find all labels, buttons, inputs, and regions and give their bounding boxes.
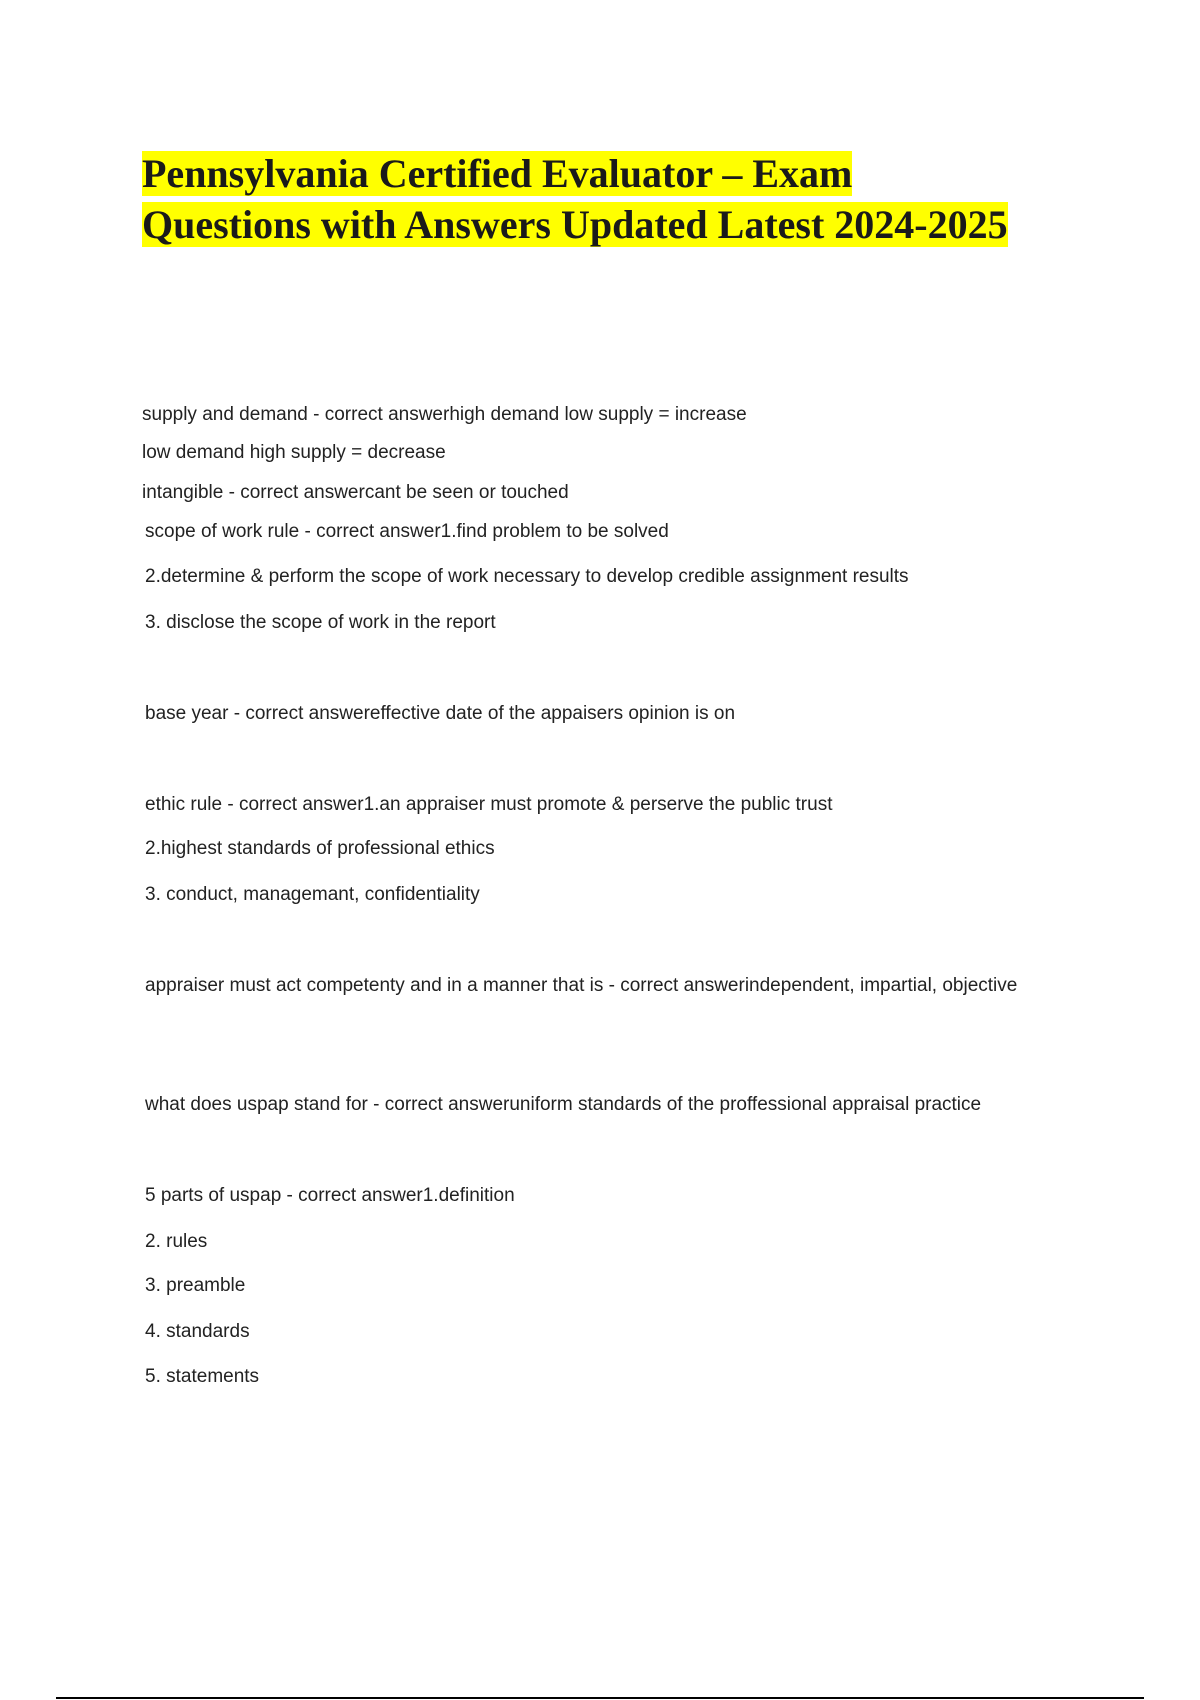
qa-line: ethic rule - correct answer1.an appraiser must promote & perserve the public trust	[145, 794, 833, 815]
qa-line: 3. preamble	[145, 1275, 246, 1296]
footer-rule	[56, 1697, 1144, 1699]
qa-line: 4. standards	[145, 1321, 250, 1342]
qa-line: 2.determine & perform the scope of work necessary to develop credible assignment results	[145, 566, 909, 587]
title-line-2: Questions with Answers Updated Latest 2024-2025	[142, 202, 1008, 247]
qa-line: scope of work rule - correct answer1.find problem to be solved	[145, 521, 669, 542]
qa-line: 3. disclose the scope of work in the report	[145, 612, 496, 633]
qa-line: 5 parts of uspap - correct answer1.definition	[145, 1185, 515, 1206]
qa-line: low demand high supply = decrease	[142, 442, 446, 463]
qa-line: 2. rules	[145, 1231, 208, 1252]
document-title	[142, 148, 1122, 250]
qa-line: what does uspap stand for - correct answeruniform standards of the proffessional appraisal practice	[145, 1094, 982, 1115]
title-line-1: Pennsylvania Certified Evaluator – Exam	[142, 151, 853, 196]
qa-line: appraiser must act competenty and in a manner that is - correct answerindependent, impartial, objective	[145, 975, 1018, 996]
qa-line: base year - correct answereffective date of the appaisers opinion is on	[145, 703, 736, 724]
qa-line: 5. statements	[145, 1366, 260, 1387]
qa-line: 2.highest standards of professional ethics	[145, 838, 495, 859]
qa-line: 3. conduct, managemant, confidentiality	[145, 884, 480, 905]
qa-line: supply and demand - correct answerhigh demand low supply = increase	[142, 404, 747, 425]
qa-line: intangible - correct answercant be seen or touched	[142, 482, 569, 503]
